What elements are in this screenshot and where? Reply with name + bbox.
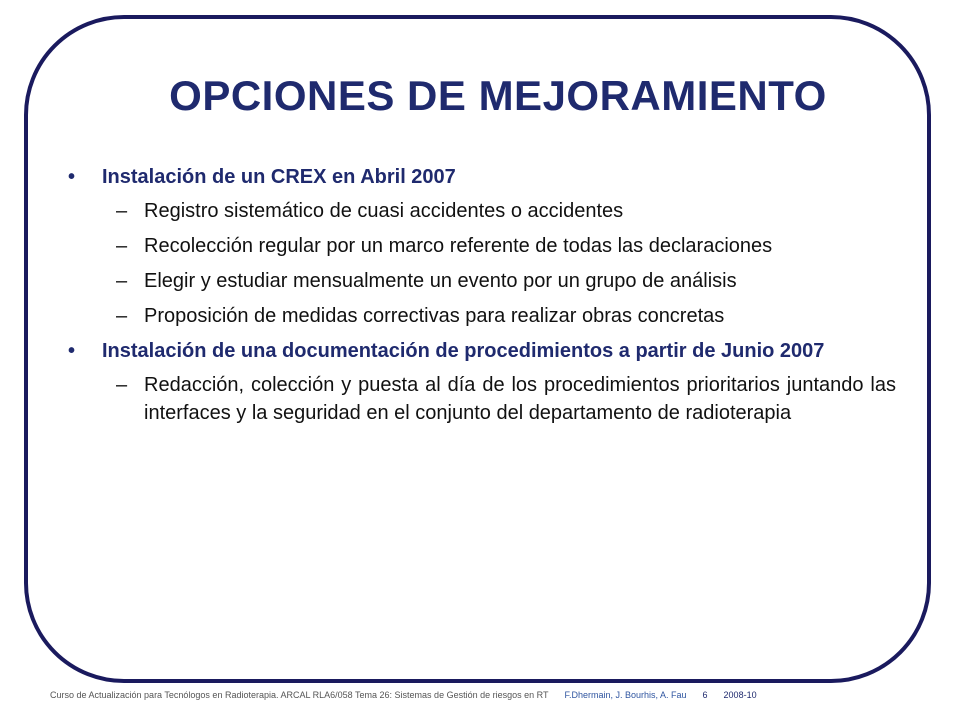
slide-title: OPCIONES DE MEJORAMIENTO: [169, 72, 827, 119]
dash-icon: –: [116, 200, 128, 222]
dash-icon: –: [116, 270, 128, 292]
footer-authors: F.Dhermain, J. Bourhis, A. Fau: [564, 690, 687, 700]
bullet-text: Instalación de una documentación de procedimientos a partir de Junio 2007: [102, 340, 825, 362]
footer-year: 2008-10: [723, 690, 757, 700]
page-number: 6: [702, 690, 708, 700]
slide-content: [64, 163, 896, 434]
sub-bullet-item: [64, 232, 896, 260]
sub-bullet-text: Redacción, colección y puesta al día de los procedimientos prioritarios juntando las interfaces y la seguridad en el conjunto del departamento de radioterapia: [144, 374, 896, 424]
slide-footer: [50, 690, 757, 700]
bullet-icon: •: [68, 166, 76, 188]
sub-bullet-text: Recolección regular por un marco referente de todas las declaraciones: [144, 235, 773, 257]
sub-bullet-text: Proposición de medidas correctivas para realizar obras concretas: [144, 305, 725, 327]
sub-bullet-text: Elegir y estudiar mensualmente un evento por un grupo de análisis: [144, 270, 737, 292]
bullet-text: Instalación de un CREX en Abril 2007: [102, 166, 456, 188]
sub-bullet-item: [64, 371, 896, 427]
dash-icon: –: [116, 305, 128, 327]
bullet-icon: •: [68, 340, 76, 362]
bullet-item: [64, 337, 896, 365]
sub-bullet-item: [64, 267, 896, 295]
bullet-item: [64, 163, 896, 191]
sub-bullet-item: [64, 197, 896, 225]
sub-bullet-item: [64, 302, 896, 330]
dash-icon: –: [116, 235, 128, 257]
footer-course: Curso de Actualización para Tecnólogos en Radioterapia. ARCAL RLA6/058 Tema 26: Sistemas de Gestión de riesgos en RT: [50, 690, 549, 700]
sub-bullet-text: Registro sistemático de cuasi accidentes o accidentes: [144, 200, 624, 222]
dash-icon: –: [116, 374, 128, 396]
